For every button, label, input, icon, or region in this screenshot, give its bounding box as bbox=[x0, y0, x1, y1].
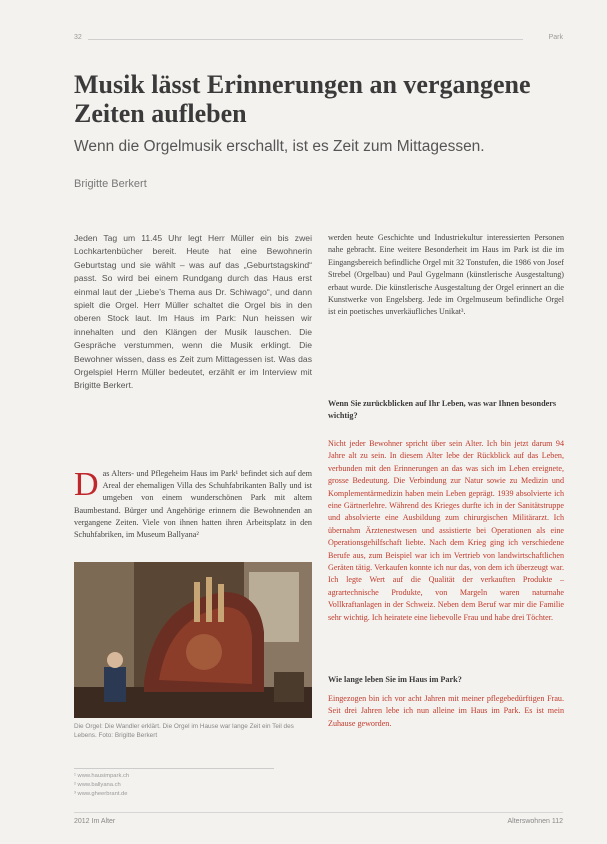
organ-photo-image bbox=[74, 562, 312, 718]
section-label: Park bbox=[548, 34, 563, 41]
header-rule bbox=[88, 39, 523, 40]
organ-photo bbox=[74, 562, 312, 718]
interview-answer: Eingezogen bin ich vor acht Jahren mit meiner pflegebedürftigen Frau. Seit drei Jahren lebe ich nun alleine im Haus im Park. Es ist mein Zuhause geworden. bbox=[328, 694, 564, 728]
footer-rule bbox=[74, 812, 563, 813]
dropcap: D bbox=[74, 466, 99, 503]
author-name: Brigitte Berkert bbox=[74, 178, 147, 190]
body-right-intro: werden heute Geschichte und Industriekultur interessierten Personen nahe gebracht. Eine weitere Besonderheit im Haus im Park ist die im Eingangsbereich befindliche Orgel mit 32 Tonstufen, die 1986 von Josef Strebel (Orgelbau) und Paul Gygelmann (künstlerische Ausgestaltung) erbaut wurde. Die künstlerische Ausgestaltung der Orgel erinnert an die Kunstwerke von Engelsberg. Jede im Orgelmuseum befindliche Orgel ist ein poetisches unverkäufliches Unikat³. bbox=[328, 233, 564, 317]
footnote: ³ www.gheerbrant.de bbox=[74, 791, 128, 797]
body-left bbox=[74, 468, 312, 541]
footnote: ² www.ballyana.ch bbox=[74, 782, 121, 788]
photo-caption: Die Orgel: Die Wandler erklärt. Die Orgel im Hause war lange Zeit ein Teil des Lebens. Foto: Brigitte Berkert bbox=[74, 723, 294, 739]
body-left-text: as Alters- und Pflegeheim Haus im Park¹ befindet sich auf dem Areal der ehemaligen Villa des Schuhfabrikanten Bally und ist umgeben von einem wunderschönen Park mit altem Baumbestand. Bürger und Angehörige erinnern die Bewohnenden an vergangene Zeiten. Viele von ihnen hatten ihren Arbeitsplatz in den Schuhfabriken, im Museum Ballyana² bbox=[74, 469, 312, 540]
footer-left: 2012 Im Alter bbox=[74, 818, 116, 825]
interview-question: Wie lange leben Sie im Haus im Park? bbox=[328, 675, 462, 684]
interview-question: Wenn Sie zurückblicken auf Ihr Leben, was war Ihnen besonders wichtig? bbox=[328, 399, 557, 421]
intro-paragraph: Jeden Tag um 11.45 Uhr legt Herr Müller ein bis zwei Lochkartenbücher bereit. Heute hat eine Bewohnerin Geburtstag und sie wählt – was auf das „Geburtstagskind“ passt. So wird bei einem Rundgang durch das Haus erst einmal laut der „Liebe’s Thema aus Dr. Schiwago“, und dann spielt die Orgel. Herr Müller schaltet die Orgel bis in den oberen Stock laut. Im Haus im Park: Nun heissen wir innehalten und den Klängen der Musik lauschen. Die Gespräche verstummen, wenn die Musik erklingt. Die Bewohner wissen, dass es Zeit zum Mittagessen ist. Was das Orgelspiel Herrn Müller bedeutet, erzählt er im Interview mit Brigitte Berkert. bbox=[74, 233, 312, 391]
footer-right: Alterswohnen 112 bbox=[507, 818, 563, 825]
page-number: 32 bbox=[74, 34, 82, 41]
footnotes bbox=[74, 768, 274, 799]
article-subtitle: Wenn die Orgelmusik erschallt, ist es Zeit zum Mittagessen. bbox=[74, 138, 485, 155]
article-title: Musik lässt Erinnerungen an vergangene Zeiten aufleben bbox=[74, 70, 531, 128]
footnote: ¹ www.hausimpark.ch bbox=[74, 773, 130, 779]
running-header bbox=[74, 34, 563, 46]
interview-answer: Nicht jeder Bewohner spricht über sein Alter. Ich bin jetzt darum 94 Jahre alt zu sein. In diesem Alter lebe der Rückblick auf das Leben, verbunden mit den Erinnerungen an das was sich im Leben ereignete, grosse Bedeutung. Die Verbindung zur Natur sowie zu Medizin und Komplementärmedizin haben mein Leben geprägt. 1939 absolvierte ich eine Gärtnerlehre. Während des Krieges durfte ich in der Sanitätstruppe und absolvierte eine Ausbildung zum chirurgischen Militärarzt. Ich übernahm Ärztenestwesen und assistierte bei Operationen als eine Operationsgehilfschaft liebte. Nach dem Krieg ging ich verschiedene Berufe aus, zum Beispiel war ich im Vertrieb von landwirtschaftlichen Geräten tätig. Verkaufen konnte ich nur das, von dem ich überzeugt war. Ich legte Wert auf die Qualität der verkauften Produkte – agrartechnische Produkte, von Margeln waren naturnahe Vollkraftanlagen in der Schweiz. Neben dem Beruf war mir die Familie sehr wichtig. Ich heiratete eine liebevolle Frau und habe drei Töchter. bbox=[328, 439, 564, 622]
